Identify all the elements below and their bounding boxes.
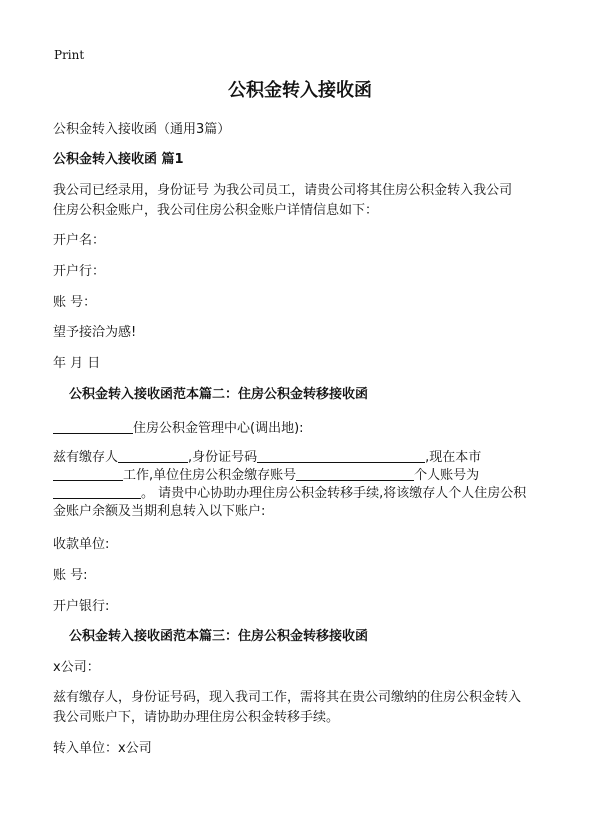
part1-closing: 望予接洽为感!: [53, 325, 137, 340]
part1-bank: 开户行：: [53, 264, 106, 279]
blank-line: [118, 450, 188, 463]
part2-line1-a: 兹有缴存人: [53, 450, 119, 465]
part2-center-line: [53, 421, 304, 437]
part2-line2-a: 工作,单位住房公积金缴存账号: [123, 468, 297, 483]
blank-line: [53, 421, 133, 434]
section-heading-part2: 公积金转入接收函范本篇二：住房公积金转移接收函: [69, 387, 369, 402]
section-heading-part1: 公积金转入接收函 篇1: [53, 152, 184, 167]
part3-transfer-unit: 转入单位：x公司: [53, 741, 152, 756]
part1-body-line1: 我公司已经录用，身份证号 为我公司员工，请贵公司将其住房公积金转入我公司: [53, 183, 513, 198]
part2-account-no: 账 号:: [53, 568, 88, 583]
print-label: Print: [54, 48, 85, 62]
part3-body-line1: 兹有缴存人，身份证号码，现入我司工作，需将其在贵公司缴纳的住房公积金转入: [53, 690, 522, 705]
blank-line: [257, 450, 425, 463]
part2-line1-b: ,身份证号码: [188, 450, 258, 465]
part1-account-name: 开户名：: [53, 233, 106, 248]
part2-line1: [53, 450, 481, 466]
part2-line2-b: 个人账号为: [414, 468, 480, 483]
part2-center-label: 住房公积金管理中心(调出地):: [133, 421, 304, 436]
blank-line: [296, 468, 414, 481]
part2-line2: [53, 468, 479, 484]
part1-account-no: 账 号：: [53, 295, 97, 310]
part1-body-line2: 住房公积金账户，我公司住房公积金账户详情信息如下：: [53, 203, 379, 218]
part2-line3: [53, 486, 526, 502]
part2-line4: 金账户余额及当期利息转入以下账户:: [53, 504, 266, 519]
part3-body-line2: 我公司账户下，请协助办理住房公积金转移手续。: [53, 710, 340, 725]
blank-line: [53, 486, 141, 499]
part2-line3-text: 。 请贵中心协助办理住房公积金转移手续,将该缴存人个人住房公积: [141, 486, 527, 501]
part3-greeting: x公司：: [53, 660, 100, 675]
part2-bank: 开户银行:: [53, 599, 110, 614]
document-subtitle: 公积金转入接收函（通用3篇）: [53, 122, 231, 137]
part2-line1-c: ,现在本市: [425, 450, 482, 465]
page-title: 公积金转入接收函: [228, 80, 372, 101]
part2-receiver: 收款单位:: [53, 537, 110, 552]
part1-date: 年 月 日: [53, 356, 101, 371]
blank-line: [53, 468, 123, 481]
section-heading-part3: 公积金转入接收函范本篇三：住房公积金转移接收函: [69, 629, 369, 644]
